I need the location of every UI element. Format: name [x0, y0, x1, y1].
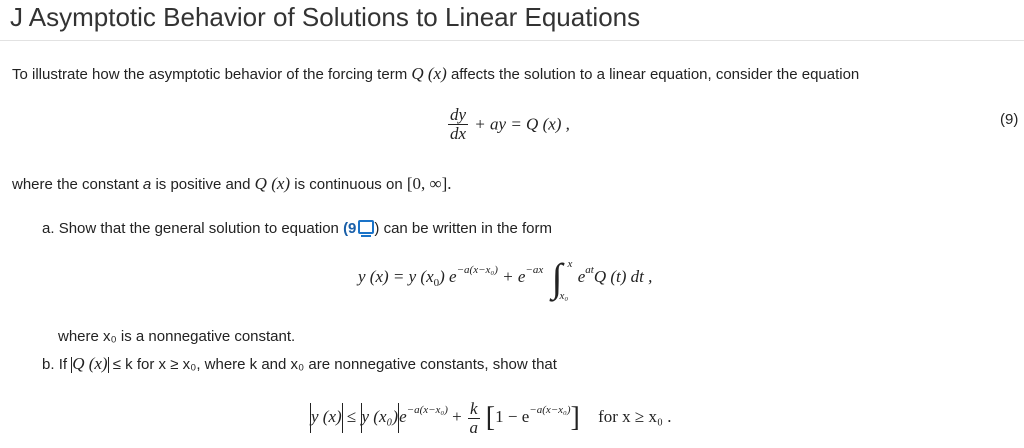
bound-exp: −a(x−x₀) — [406, 404, 448, 416]
integral: ∫ x x₀ — [547, 253, 573, 303]
dy-dx-fraction — [448, 106, 468, 143]
title-divider — [0, 40, 1024, 41]
abs-bar-right — [108, 357, 109, 373]
equation-9 — [446, 106, 570, 143]
intro-paragraph — [12, 64, 859, 84]
a-denominator: a — [469, 417, 479, 437]
bound-mid: y (x₀) — [361, 407, 399, 426]
bound-e: e — [399, 407, 407, 426]
formula-exp-1: −a(x−x₀) — [456, 264, 498, 276]
link-box-icon — [358, 220, 374, 234]
bracket-inner: 1 − e — [495, 407, 530, 426]
bound-le: ≤ — [346, 407, 357, 426]
part-a-text-1: Show that the general solution to equation — [58, 220, 339, 237]
part-b-label: b. — [42, 356, 55, 373]
bracket-open: [ — [485, 402, 496, 434]
part-b-text-2: ≤ k for x ≥ x₀, where k and x₀ are nonnegative constants, show that — [112, 356, 557, 373]
formula-sub0: 0 — [433, 277, 440, 289]
equation-9-link[interactable] — [343, 220, 374, 237]
general-solution-formula — [358, 252, 652, 302]
integrand-rest: Q (t) dt , — [593, 267, 653, 286]
integral-upper: x — [567, 258, 573, 271]
integrand-e: e — [577, 267, 586, 286]
intro-text-2: affects the solution to a linear equation, consider the equation — [450, 66, 860, 83]
intro-term: Q (x) — [411, 64, 447, 83]
part-b-statement — [42, 354, 557, 374]
bound-formula — [310, 392, 671, 442]
formula-left: y (x) = y (x — [358, 267, 434, 286]
bracket-exp: −a(x−x₀) — [529, 404, 571, 416]
intro-text: To illustrate how the asymptotic behavior of the forcing term — [12, 66, 408, 83]
page-title: J Asymptotic Behavior of Solutions to Linear Equations — [10, 2, 641, 32]
formula-plus-e: + e — [502, 267, 526, 286]
k-numerator: k — [470, 398, 478, 418]
part-b-cond: Q (x) — [72, 354, 108, 373]
formula-e: ) e — [439, 267, 457, 286]
part-a-ref-close: ) — [374, 220, 380, 237]
equation-number: (9) — [1000, 111, 1019, 128]
k-over-a — [468, 400, 480, 437]
where-text-1: where the constant — [12, 176, 139, 193]
formula-exp-2: −ax — [525, 264, 544, 276]
integrand-exp: at — [585, 264, 594, 276]
fraction-denominator: dx — [450, 124, 467, 143]
equation-9-ref: (9 — [343, 220, 357, 237]
bar-2 — [342, 403, 343, 433]
bound-plus: + — [452, 407, 462, 426]
where-paragraph — [12, 174, 452, 194]
part-a-text-2: can be written in the form — [383, 220, 552, 237]
integral-lower: x₀ — [559, 290, 569, 303]
bound-lhs: y (x) — [311, 407, 342, 426]
where-text-2: is positive and — [155, 176, 251, 193]
where-constant-a: a — [142, 176, 152, 193]
bracket-close: ] — [570, 402, 580, 434]
bound-tail: for x ≥ x₀ . — [598, 407, 672, 426]
part-a-statement — [42, 220, 552, 237]
where-text-3: is continuous on — [294, 176, 403, 193]
part-a-label: a. — [42, 220, 55, 237]
part-b-text-1: If — [58, 356, 68, 373]
where-interval: [0, ∞]. — [406, 174, 452, 193]
where-q: Q (x) — [254, 174, 291, 193]
equation-9-rest: + ay = Q (x) , — [474, 114, 570, 134]
part-a-note: where x₀ is a nonnegative constant. — [58, 328, 296, 345]
fraction-numerator: dy — [450, 105, 467, 124]
